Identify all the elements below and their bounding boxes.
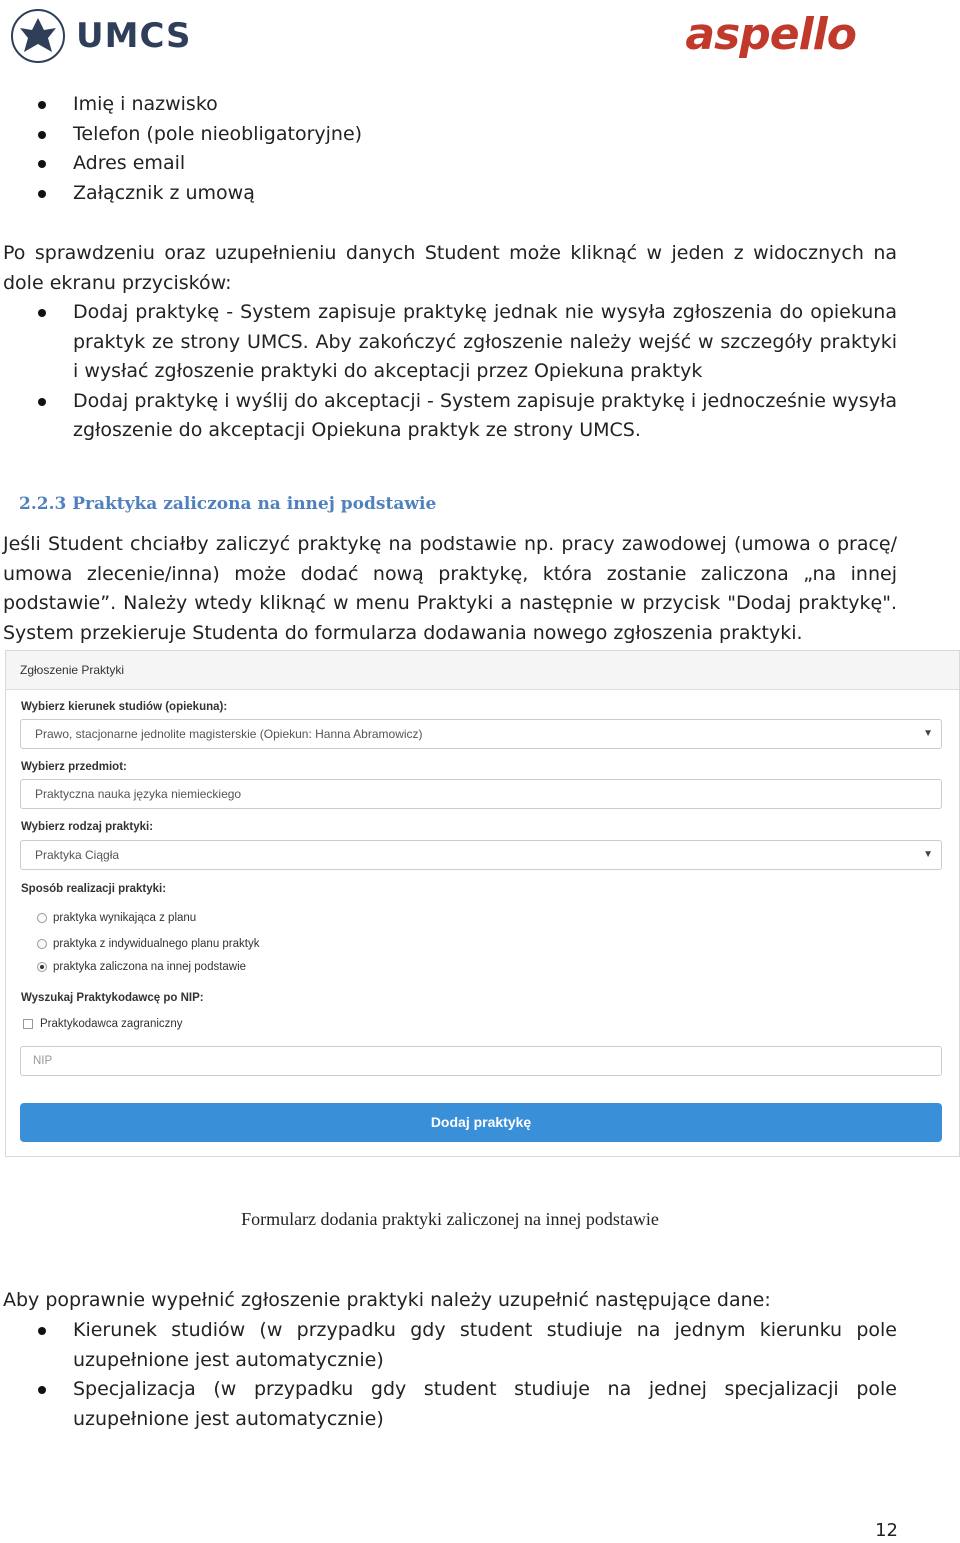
list-item: Kierunek studiów (w przypadku gdy student studiuje na jednym kierunku pole uzupełnione jest automatycznie) bbox=[0, 1316, 897, 1375]
radio-label: praktyka wynikająca z planu bbox=[53, 912, 197, 924]
type-select[interactable] bbox=[20, 840, 942, 870]
course-select-value: Prawo, stacjonarne jednolite magisterskie (Opiekun: Hanna Abramowicz) bbox=[35, 727, 423, 741]
radio-label: praktyka zaliczona na innej podstawie bbox=[53, 961, 247, 973]
radio-other-basis[interactable] bbox=[37, 961, 246, 973]
buttons-options-list bbox=[0, 298, 897, 446]
form-screenshot bbox=[5, 650, 960, 1157]
foreign-employer-checkbox[interactable] bbox=[23, 1018, 183, 1030]
chevron-down-icon: ▼ bbox=[923, 728, 933, 739]
field-label-type: Wybierz rodzaj praktyki: bbox=[21, 821, 154, 833]
checkbox-icon bbox=[23, 1019, 33, 1029]
nip-input[interactable]: NIP bbox=[20, 1046, 942, 1076]
required-data-list bbox=[0, 1316, 897, 1434]
figure-caption: Formularz dodania praktyki zaliczonej na innej podstawie bbox=[241, 1209, 659, 1229]
list-item: Adres email bbox=[0, 149, 900, 179]
list-item: Specjalizacja (w przypadku gdy student studiuje na jednej specjalizacji pole uzupełnione jest automatycznie) bbox=[0, 1375, 897, 1434]
field-label-method: Sposób realizacji praktyki: bbox=[21, 883, 167, 895]
umcs-logo bbox=[8, 6, 192, 66]
umcs-eagle-emblem-icon bbox=[8, 6, 68, 66]
list-item: Dodaj praktykę - System zapisuje praktykę jednak nie wysyła zgłoszenia do opiekuna praktyk ze strony UMCS. Aby zakończyć zgłoszenie należy wejść w szczegóły praktyki i wysłać zgłoszenie praktyki do akceptacji przez Opiekuna praktyk bbox=[0, 298, 897, 387]
type-select-value: Praktyka Ciągła bbox=[35, 848, 120, 862]
aspello-logo-text: aspello bbox=[685, 8, 856, 60]
course-select[interactable] bbox=[20, 719, 942, 749]
add-internship-button[interactable]: Dodaj praktykę bbox=[20, 1103, 942, 1142]
page-number: 12 bbox=[875, 1520, 898, 1541]
field-label-nip: Wyszukaj Praktykodawcę po NIP: bbox=[21, 992, 204, 1004]
radio-plan[interactable] bbox=[37, 912, 196, 924]
list-item: Imię i nazwisko bbox=[0, 90, 900, 120]
list-item: Załącznik z umową bbox=[0, 179, 900, 209]
field-label-subject: Wybierz przedmiot: bbox=[21, 761, 127, 773]
radio-icon bbox=[37, 939, 47, 949]
aspello-logo bbox=[685, 4, 856, 64]
chevron-down-icon: ▼ bbox=[923, 849, 933, 860]
list-item: Dodaj praktykę i wyślij do akceptacji - System zapisuje praktykę i jednocześnie wysyła zgłoszenie do akceptacji Opiekuna praktyk ze strony UMCS. bbox=[0, 387, 897, 446]
radio-checked-icon bbox=[37, 962, 47, 972]
panel-title: Zgłoszenie Praktyki bbox=[6, 651, 959, 690]
checkbox-label: Praktykodawca zagraniczny bbox=[40, 1018, 183, 1030]
umcs-logo-text: UMCS bbox=[76, 16, 192, 56]
subject-select-value: Praktyczna nauka języka niemieckiego bbox=[35, 787, 242, 801]
radio-icon bbox=[37, 913, 47, 923]
subject-select[interactable] bbox=[20, 779, 942, 809]
paragraph-required-data: Aby poprawnie wypełnić zgłoszenie praktyki należy uzupełnić następujące dane: bbox=[3, 1289, 771, 1311]
section-heading: 2.2.3 Praktyka zaliczona na innej podstawie bbox=[19, 494, 437, 514]
paragraph-other-basis: Jeśli Student chciałby zaliczyć praktykę na podstawie np. pracy zawodowej (umowa o pracę/ umowa zlecenie/inna) może dodać nową praktykę, która zostanie zaliczona „na innej podstawie”. Należy wtedy kliknąć w menu Praktyki a następnie w przycisk "Dodaj praktykę". System przekieruje Studenta do formularza dodawania nowego zgłoszenia praktyki. bbox=[3, 533, 897, 644]
paragraph-buttons-intro: Po sprawdzeniu oraz uzupełnieniu danych Student może kliknąć w jeden z widocznych na dole ekranu przycisków: bbox=[3, 242, 897, 294]
list-item: Telefon (pole nieobligatoryjne) bbox=[0, 120, 900, 150]
contact-fields-list bbox=[0, 90, 900, 208]
radio-individual-plan[interactable] bbox=[37, 938, 259, 950]
radio-label: praktyka z indywidualnego planu praktyk bbox=[53, 938, 260, 950]
field-label-course: Wybierz kierunek studiów (opiekuna): bbox=[21, 701, 228, 713]
